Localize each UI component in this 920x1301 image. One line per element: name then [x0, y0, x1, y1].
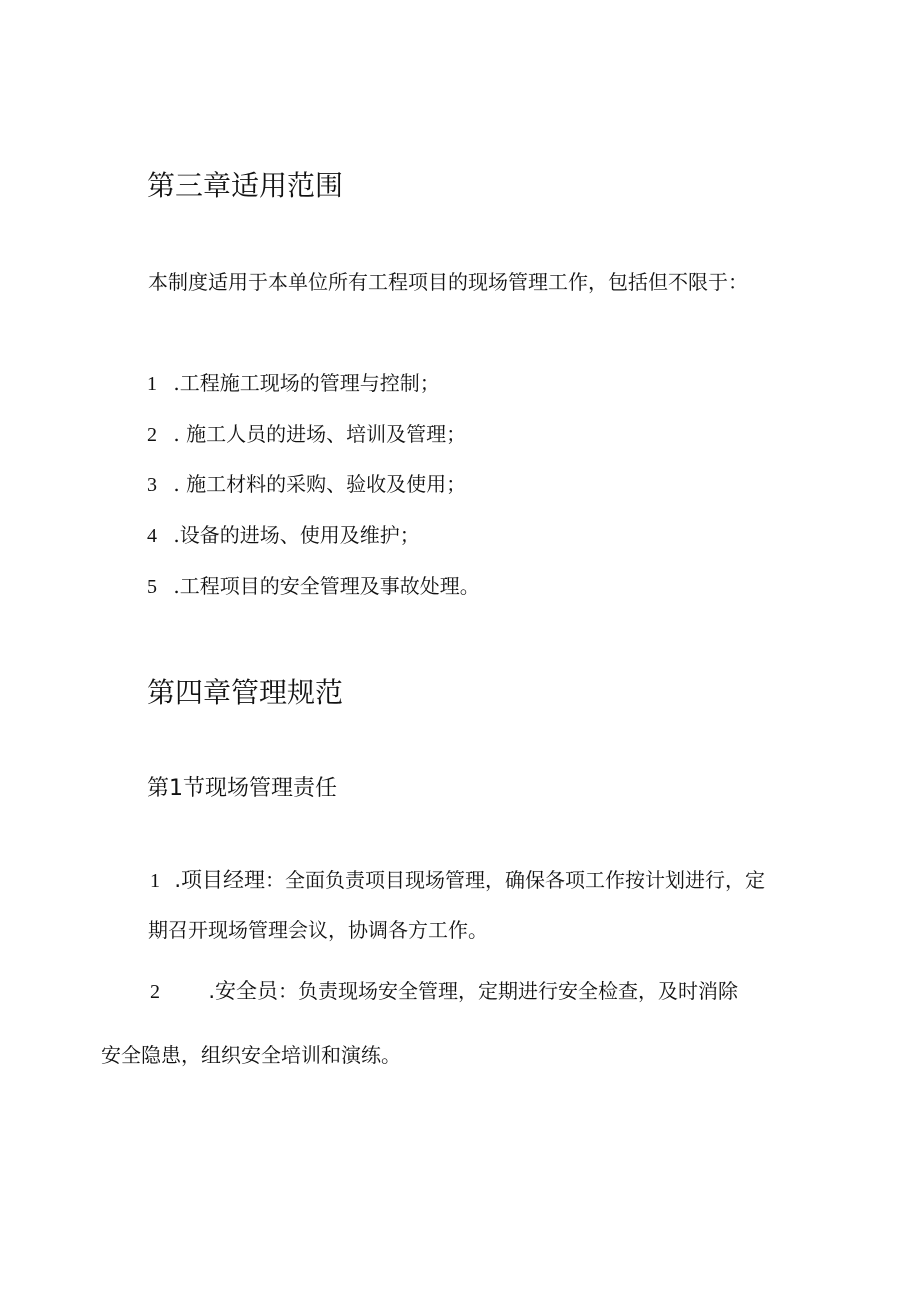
list-item-text: .设备的进场、使用及维护；	[173, 523, 420, 547]
list-item-text: .工程项目的安全管理及事故处理。	[173, 574, 480, 598]
chapter-4-title: 第四章管理规范	[147, 676, 344, 709]
duty-description: ：全面负责项目现场管理，确保各项工作按计划进行，定	[265, 868, 766, 892]
list-item-number: 3	[147, 474, 157, 496]
duty-1-line-1	[150, 866, 765, 895]
duty-2-line-2: 安全隐患，组织安全培训和演练。	[101, 1043, 401, 1067]
list-item-text: . 施工人员的进场、培训及管理；	[173, 422, 467, 446]
duty-1-line-2: 期召开现场管理会议，协调各方工作。	[148, 918, 488, 942]
chapter-3-title: 第三章适用范围	[147, 169, 344, 202]
list-item-text: . 施工材料的采购、验收及使用；	[173, 472, 467, 496]
list-item-number: 4	[147, 525, 157, 547]
duty-term: .项目经理	[174, 868, 266, 892]
list-item	[147, 572, 480, 601]
duty-term: .安全员	[208, 979, 279, 1003]
list-item	[147, 369, 440, 398]
list-item	[147, 521, 420, 550]
list-item	[147, 470, 466, 499]
chapter-3-intro: 本制度适用于本单位所有工程项目的现场管理工作，包括但不限于：	[148, 270, 748, 294]
list-item-number: 1	[147, 373, 157, 395]
duty-number: 1	[150, 870, 160, 892]
list-item	[147, 420, 466, 449]
list-item-number: 5	[147, 576, 157, 598]
duty-description: ：负责现场安全管理，定期进行安全检查，及时消除	[278, 979, 739, 1003]
duty-2-line-1	[150, 977, 738, 1006]
section-1-title: 第1节现场管理责任	[147, 776, 337, 801]
list-item-text: .工程施工现场的管理与控制；	[173, 371, 440, 395]
list-item-number: 2	[147, 424, 157, 446]
duty-number: 2	[150, 981, 160, 1003]
